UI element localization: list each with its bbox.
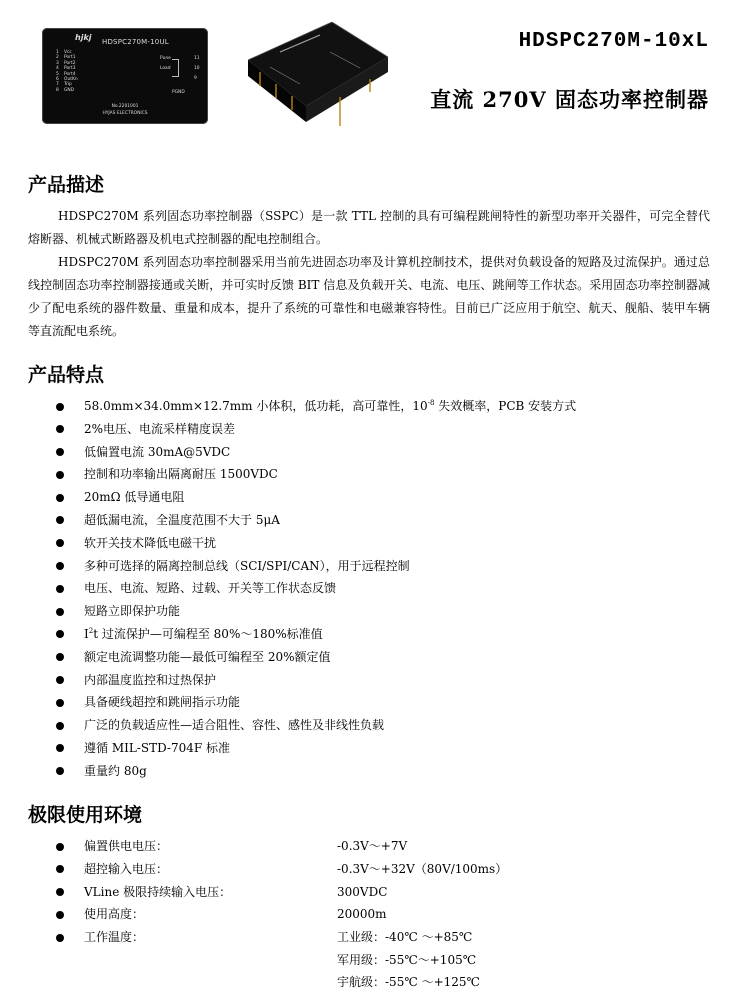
section-title-limits: 极限使用环境 — [28, 804, 143, 826]
product-model-title: HDSPC270M-10xL — [518, 30, 709, 53]
module-perspective-image — [240, 22, 390, 132]
list-item: 重量约 80g — [52, 760, 576, 783]
module-serial: No.2201001 — [111, 104, 139, 109]
left-pin-numbers: 1 2 3 4 5 6 7 8 — [56, 50, 59, 93]
list-item: 偏置供电电压： -0.3V～+7V — [52, 835, 652, 858]
list-item: 使用高度： 20000m — [52, 903, 652, 926]
list-item: 超低漏电流，全温度范围不大于 5μA — [52, 509, 576, 532]
pgnd-label: PGND — [172, 90, 185, 95]
product-subtitle: 直流 270V 固态功率控制器 — [430, 87, 709, 112]
list-item: 工作温度： 工业级：-40℃ ～+85℃ — [52, 926, 652, 949]
right-pin-labels: Pune Load — [160, 56, 171, 71]
module-logo: hjkj — [75, 33, 92, 42]
list-item: 广泛的负载适应性—适合阻性、容性、感性及非线性负载 — [52, 714, 576, 737]
module-top-view-image — [42, 28, 208, 124]
list-item: 额定电流调整功能—最低可编程至 20%额定值 — [52, 646, 576, 669]
list-item: 低偏置电流 30mA@5VDC — [52, 441, 576, 464]
description-paragraph-2: HDSPC270M 系列固态功率控制器采用当前先进固态功率及计算机控制技术，提供对负载设备的短路及过流保护。通过总线控制固态功率控制器接通或关断，并可实时反馈 BIT 信息及负载开关、电流、电压、跳闸等工作状态。采用固态功率控制器减少了配电系统的器件数量、重量和成本，提升了系统的可靠性和电磁兼容特性。目前已广泛应用于航空、航天、舰船、装甲车辆等直流配电系统。 — [28, 255, 710, 338]
list-item: 20mΩ 低导通电阻 — [52, 486, 576, 509]
section-title-description: 产品描述 — [28, 174, 105, 196]
module-name: HDSPC270M-10UL — [102, 38, 169, 46]
list-item: 遵循 MIL-STD-704F 标准 — [52, 737, 576, 760]
module-company: HYJAS ELECTRONICS — [102, 111, 148, 116]
list-item: 控制和功率输出隔离耐压 1500VDC — [52, 463, 576, 486]
list-item: 具备硬线超控和跳闸指示功能 — [52, 691, 576, 714]
right-pin-numbers: 11 10 9 — [194, 56, 200, 81]
list-item: 2%电压、电流采样精度误差 — [52, 418, 576, 441]
list-item: $I^2t$ 过流保护—可编程至 80%～180%标准值 — [52, 623, 576, 646]
list-item: 软开关技术降低电磁干扰 — [52, 532, 576, 555]
section-title-features: 产品特点 — [28, 364, 105, 386]
left-pin-labels: Vcc Port1 Port2 Port3 Port4 OutKn Trip GND — [64, 50, 78, 93]
list-item: 多种可选择的隔离控制总线（SCI/SPI/CAN），用于远程控制 — [52, 555, 576, 578]
list-item: 内部温度监控和过热保护 — [52, 669, 576, 692]
list-item: 超控输入电压： -0.3V～+32V（80V/100ms） — [52, 858, 652, 881]
list-item: 电压、电流、短路、过载、开关等工作状态反馈 — [52, 577, 576, 600]
limits-list — [52, 835, 652, 992]
feature-list — [52, 395, 576, 783]
description-paragraph-1: HDSPC270M 系列固态功率控制器（SSPC）是一款 TTL 控制的具有可编程跳闸特性的新型功率开关器件，可完全替代熔断器、机械式断路器及机电式控制器的配电控制组合。 — [28, 209, 710, 246]
list-item: 58.0mm×34.0mm×12.7mm 小体积，低功耗，高可靠性，$10^{-8}$ 失效概率，PCB 安装方式 — [52, 395, 576, 418]
list-item: 宇航级：-55℃ ～+125℃ — [337, 974, 480, 989]
list-item: VLine 极限持续输入电压： 300VDC — [52, 881, 652, 904]
list-item: 短路立即保护功能 — [52, 600, 576, 623]
list-item: 军用级：-55℃～+105℃ — [337, 952, 477, 967]
switch-symbol — [172, 59, 179, 77]
